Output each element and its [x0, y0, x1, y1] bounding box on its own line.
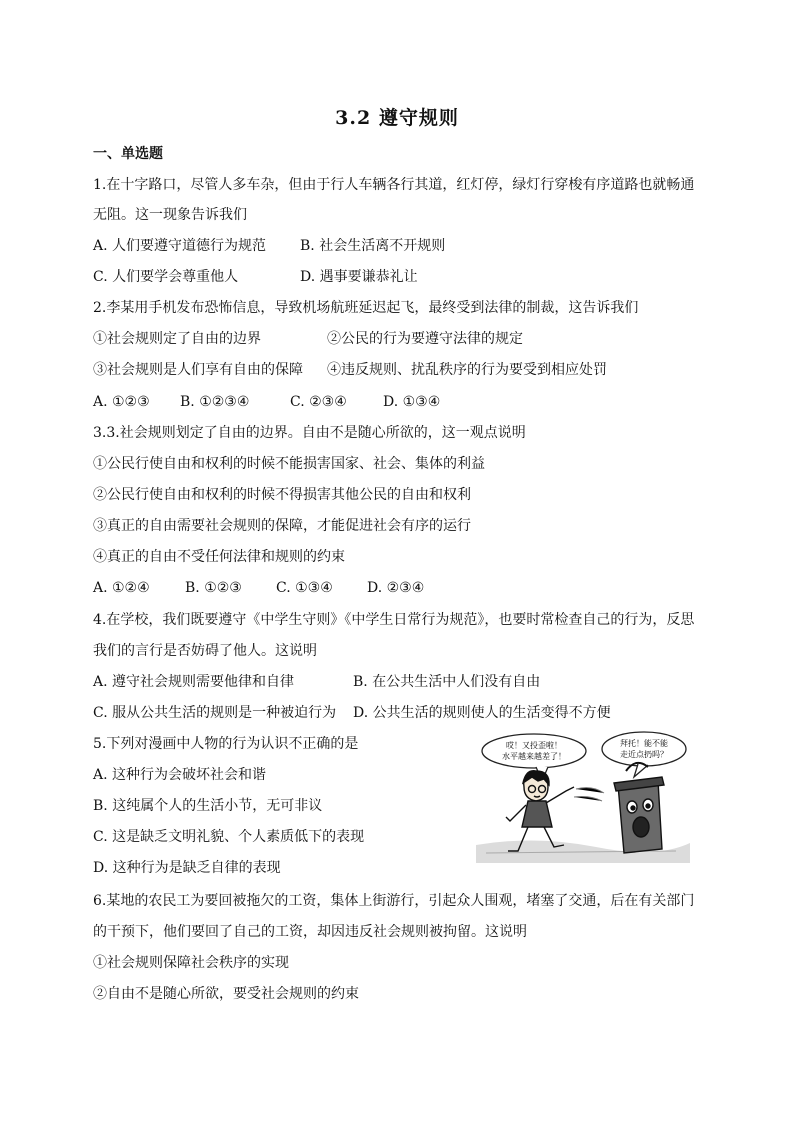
q1-option-d: D. 遇事要谦恭礼让 [300, 269, 418, 285]
left-bubble-line1: 哎！又投歪啦！ [506, 741, 562, 750]
q1-option-b: B. 社会生活离不开规则 [300, 238, 446, 254]
q4-stem-line2: 我们的言行是否妨碍了他人。这说明 [93, 643, 317, 659]
q5-option-c: C. 这是缺乏文明礼貌、个人素质低下的表现 [93, 829, 365, 845]
right-bubble-line1: 拜托！能不能 [620, 739, 668, 748]
section-heading: 一、单选题 [93, 146, 163, 162]
q3-option-b: B. ①②③ [185, 580, 242, 596]
boy-figure [506, 771, 574, 851]
q1-option-a: A. 人们要遵守道德行为规范 [93, 238, 267, 254]
q3-statement-1: ①公民行使自由和权利的时候不能损害国家、社会、集体的利益 [93, 456, 485, 472]
q6-stem-line2: 的干预下，他们要回了自己的工资，却因违反社会规则被拘留。这说明 [93, 924, 527, 940]
q6-stem-line1: 6.某地的农民工为要回被拖欠的工资，集体上街游行，引起众人围观，堵塞了交通，后在有关部门 [93, 893, 695, 909]
document-title: 3.2 遵守规则 [335, 107, 459, 129]
motion-lines [574, 788, 604, 801]
q2-option-d: D. ①③④ [383, 394, 441, 410]
q5-stem: 5.下列对漫画中人物的行为认识不正确的是 [93, 736, 359, 752]
q4-option-d: D. 公共生活的规则使人的生活变得不方便 [353, 705, 611, 721]
q2-option-b: B. ①②③④ [180, 394, 250, 410]
q6-statement-1: ①社会规则保障社会秩序的实现 [93, 955, 289, 971]
trash-bin-figure [614, 763, 664, 853]
q3-option-c: C. ①③④ [276, 580, 333, 596]
q2-option-c: C. ②③④ [290, 394, 347, 410]
q6-statement-2: ②自由不是随心所欲，要受社会规则的约束 [93, 986, 359, 1002]
q2-option-a: A. ①②③ [93, 394, 150, 410]
q3-statement-2: ②公民行使自由和权利的时候不得损害其他公民的自由和权利 [93, 487, 471, 503]
q1-stem-line2: 无阻。这一现象告诉我们 [93, 207, 247, 223]
right-speech-bubble [602, 732, 686, 766]
q5-option-b: B. 这纯属个人的生活小节，无可非议 [93, 798, 323, 814]
q4-stem-line1: 4.在学校，我们既要遵守《中学生守则》《中学生日常行为规范》，也要时常检查自己的行为，反思 [93, 612, 695, 628]
q5-option-a: A. 这种行为会破坏社会和谐 [93, 767, 267, 783]
q1-stem-line1: 1.在十字路口，尽管人多车杂，但由于行人车辆各行其道，红灯停，绿灯行穿梭有序道路也就畅通 [93, 177, 695, 193]
q2-statement-3: ③社会规则是人们享有自由的保障 [93, 362, 303, 378]
left-bubble-line2: 水平越来越差了！ [502, 752, 566, 761]
q4-option-b: B. 在公共生活中人们没有自由 [353, 674, 541, 690]
q2-statement-2: ②公民的行为要遵守法律的规定 [327, 331, 523, 347]
q2-statement-1: ①社会规则定了自由的边界 [93, 331, 261, 347]
right-bubble-line2: 走近点扔吗？ [620, 750, 668, 759]
q5-option-d: D. 这种行为是缺乏自律的表现 [93, 860, 281, 876]
q3-statement-3: ③真正的自由需要社会规则的保障，才能促进社会有序的运行 [93, 518, 471, 534]
q3-option-d: D. ②③④ [367, 580, 425, 596]
cartoon-illustration [476, 727, 690, 863]
q3-stem: 3.3.社会规则划定了自由的边界。自由不是随心所欲的，这一观点说明 [93, 425, 526, 441]
q4-option-c: C. 服从公共生活的规则是一种被迫行为 [93, 705, 337, 721]
q2-statement-4: ④违反规则、扰乱秩序的行为要受到相应处罚 [327, 362, 607, 378]
q4-option-a: A. 遵守社会规则需要他律和自律 [93, 674, 295, 690]
left-speech-bubble [482, 734, 586, 768]
q1-option-c: C. 人们要学会尊重他人 [93, 269, 239, 285]
q2-stem: 2.李某用手机发布恐怖信息，导致机场航班延迟起飞，最终受到法律的制裁，这告诉我们 [93, 300, 639, 316]
q3-option-a: A. ①②④ [93, 580, 150, 596]
q3-statement-4: ④真正的自由不受任何法律和规则的约束 [93, 549, 345, 565]
